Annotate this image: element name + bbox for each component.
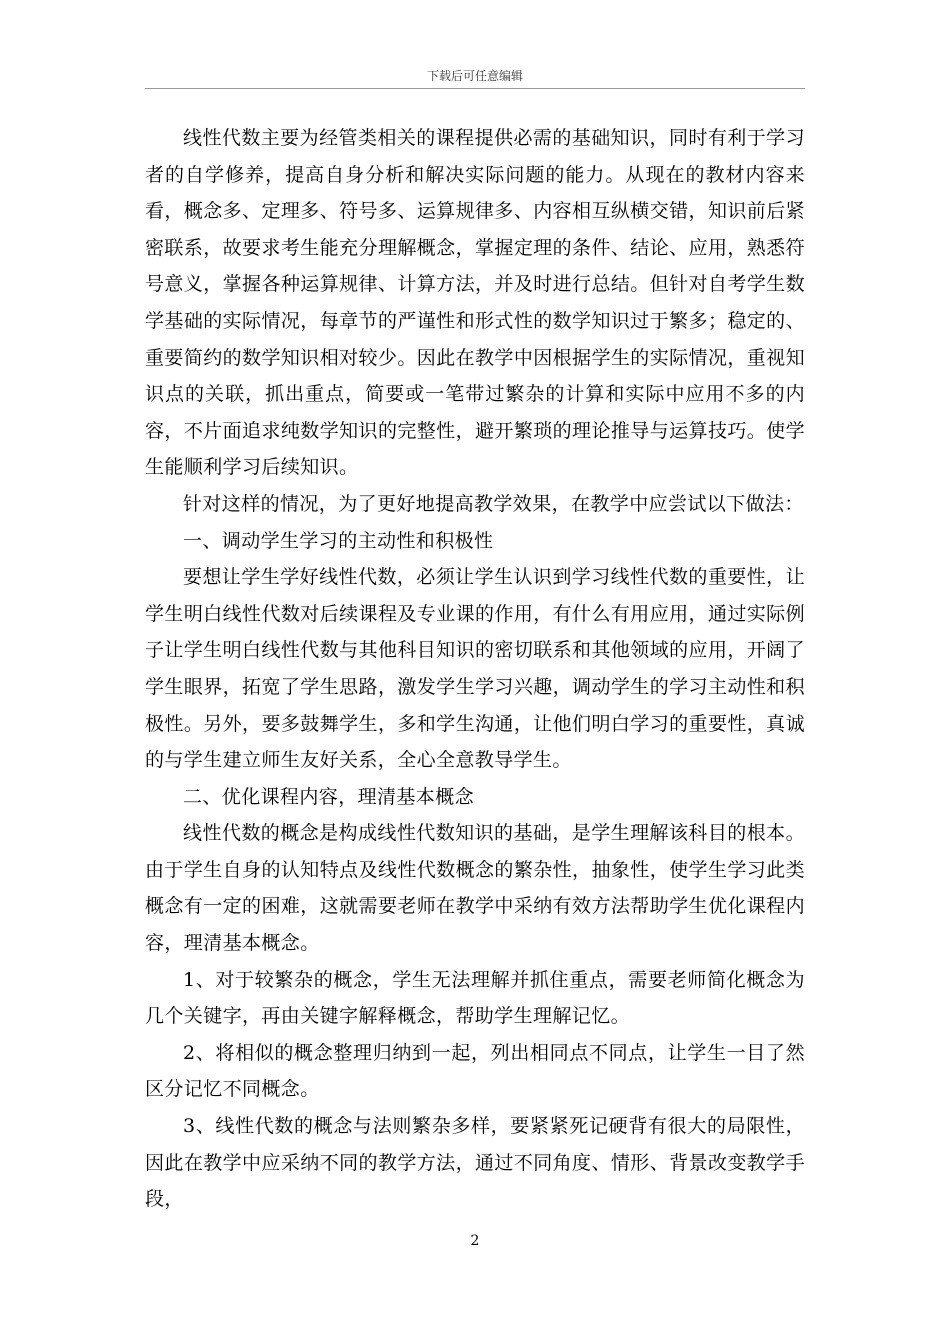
- document-body: [145, 120, 805, 1218]
- section-heading-1: 一、调动学生学习的主动性和积极性: [183, 529, 494, 552]
- section-heading-2: 二、优化课程内容，理清基本概念: [183, 785, 475, 808]
- paragraph-section-2: 线性代数的概念是构成线性代数知识的基础，是学生理解该科目的根本。由于学生自身的认知特点及线性代数概念的繁杂性，抽象性，使学生学习此类概念有一定的困难，这就需要老师在教学中采纳有效方法帮助学生优化课程内容，理清基本概念。: [145, 822, 805, 955]
- header-divider: [145, 88, 805, 89]
- page-header: 下载后可任意编辑: [426, 69, 523, 83]
- paragraph-approach: 针对这样的情况，为了更好地提高教学效果，在教学中应尝试以下做法：: [183, 492, 804, 515]
- list-item-3: 3、线性代数的概念与法则繁杂多样，要紧紧死记硬背有很大的局限性，因此在教学中应采纳不同的教学方法，通过不同角度、情形、背景改变教学手段，: [145, 1115, 805, 1211]
- paragraph-section-1: 要想让学生学好线性代数，必须让学生认识到学习线性代数的重要性，让学生明白线性代数对后续课程及专业课的作用，有什么有用应用，通过实际例子让学生明白线性代数与其他科目知识的密切联系和其他领域的应用，开阔了学生眼界，拓宽了学生思路，激发学生学习兴趣，调动学生的学习主动性和积极性。另外，要多鼓舞学生，多和学生沟通，让他们明白学习的重要性，真诚的与学生建立师生友好关系，全心全意教导学生。: [145, 566, 805, 772]
- list-item-2: 2、将相似的概念整理归纳到一起，列出相同点不同点，让学生一目了然区分记忆不同概念。: [145, 1041, 805, 1101]
- list-item-1: 1、对于较繁杂的概念，学生无法理解并抓住重点，需要老师简化概念为几个关键字，再由关键字解释概念，帮助学生理解记忆。: [145, 968, 805, 1028]
- paragraph-intro: 线性代数主要为经管类相关的课程提供必需的基础知识，同时有利于学习者的自学修养，提高自身分析和解决实际问题的能力。从现在的教材内容来看，概念多、定理多、符号多、运算规律多、内容相互纵横交错，知识前后紧密联系，故要求考生能充分理解概念，掌握定理的条件、结论、应用，熟悉符号意义，掌握各种运算规律、计算方法，并及时进行总结。但针对自考学生数学基础的实际情况，每章节的严谨性和形式性的数学知识过于繁多；稳定的、重要简约的数学知识相对较少。因此在教学中因根据学生的实际情况，重视知识点的关联，抓出重点，简要或一笔带过繁杂的计算和实际中应用不多的内容，不片面追求纯数学知识的完整性，避开繁琐的理论推导与运算技巧。使学生能顺利学习后续知识。: [145, 127, 805, 479]
- page-number: 2: [470, 1233, 480, 1249]
